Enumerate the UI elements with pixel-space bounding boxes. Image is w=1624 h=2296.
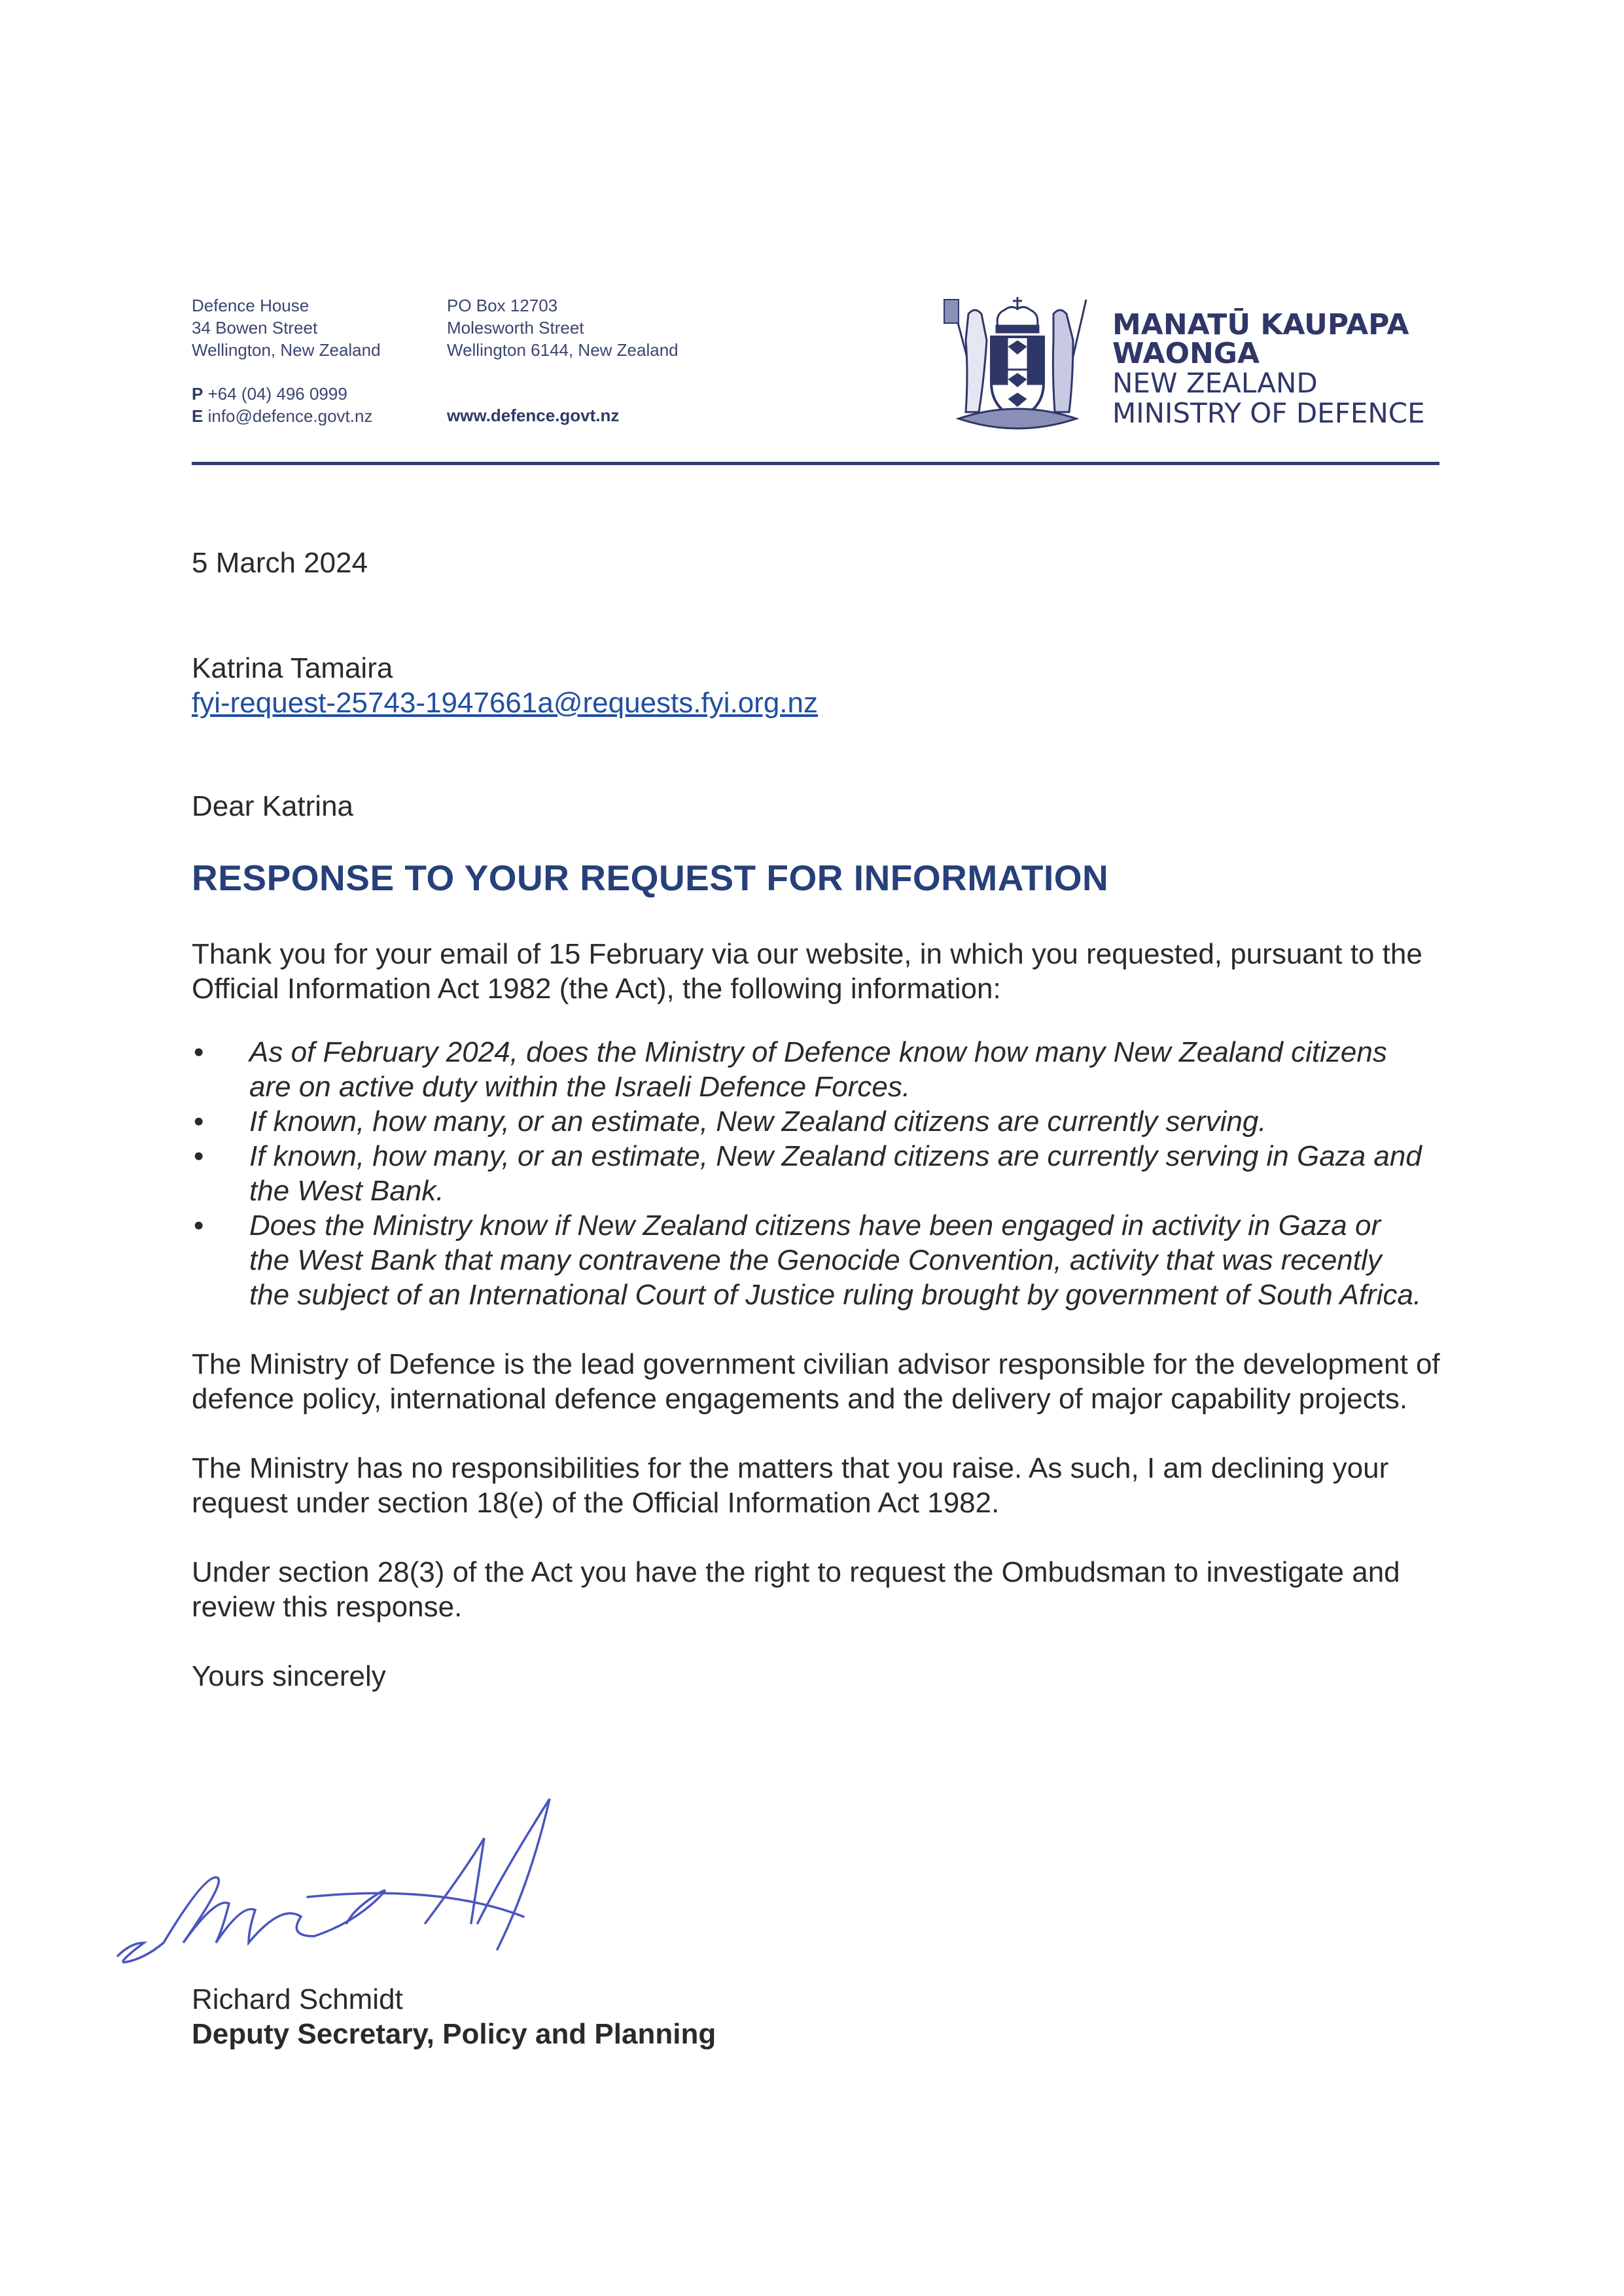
street-address-line2: 34 Bowen Street — [192, 318, 318, 338]
signatory-name: Richard Schmidt — [192, 1983, 403, 2015]
request-item: • If known, how many, or an estimate, New Zealand citizens are currently serving. — [192, 1104, 1422, 1139]
recipient-block — [192, 651, 818, 720]
signatory-block — [192, 1982, 716, 2051]
request-item: • If known, how many, or an estimate, New Zealand citizens are currently serving in Gaza and the West Bank. — [192, 1139, 1422, 1208]
intro-paragraph: Thank you for your email of 15 February via our website, in which you requested, pursuant to the Official Information Act 1982 (the Act), the following information: — [192, 938, 1422, 1005]
letter-heading: RESPONSE TO YOUR REQUEST FOR INFORMATION — [192, 858, 1109, 898]
phone-line — [192, 383, 372, 405]
recipient-email-link[interactable]: fyi-request-25743-1947661a@requests.fyi.org.nz — [192, 687, 818, 719]
ministry-brand — [1112, 308, 1425, 429]
request-item: • Does the Ministry know if New Zealand citizens have been engaged in activity in Gaza or the West Bank that many contravene the Genocide Convention, activity that was recently the subject of an International Court of Justice ruling brought by government of South Africa. — [192, 1208, 1422, 1312]
street-address-line3: Wellington, New Zealand — [192, 340, 381, 360]
recipient-name: Katrina Tamaira — [192, 652, 393, 684]
postal-address — [447, 294, 679, 361]
postal-address-line2: Molesworth Street — [447, 318, 584, 338]
postal-address-line1: PO Box 12703 — [447, 296, 558, 315]
closing: Yours sincerely — [192, 1660, 386, 1692]
brand-english-line1: NEW ZEALAND — [1112, 367, 1318, 399]
phone-label: P — [192, 384, 203, 404]
signature-image — [111, 1792, 700, 1989]
street-address-line1: Defence House — [192, 296, 309, 315]
brand-english-line2: MINISTRY OF DEFENCE — [1112, 397, 1425, 429]
letter-body — [192, 937, 1448, 1728]
website-link[interactable]: www.defence.govt.nz — [447, 406, 620, 425]
decline-paragraph: The Ministry has no responsibilities for the matters that you raise. As such, I am declining your request under section 18(e) of the Official Information Act 1982. — [192, 1452, 1389, 1519]
request-item: • As of February 2024, does the Ministry of Defence know how many New Zealand citizens are on active duty within the Israeli Defence Forces. — [192, 1035, 1422, 1104]
ministry-role-paragraph: The Ministry of Defence is the lead government civilian advisor responsible for the development of defence policy, international defence engagements and the delivery of major capability projects. — [192, 1348, 1440, 1415]
street-address — [192, 294, 381, 361]
email-line — [192, 405, 372, 427]
request-list — [192, 1035, 1422, 1312]
letterhead-divider — [192, 462, 1439, 465]
postal-address-line3: Wellington 6144, New Zealand — [447, 340, 679, 360]
email-label: E — [192, 406, 203, 426]
phone-number: +64 (04) 496 0999 — [207, 384, 347, 404]
letter-date: 5 March 2024 — [192, 547, 368, 579]
email-address[interactable]: info@defence.govt.nz — [207, 406, 373, 426]
salutation: Dear Katrina — [192, 790, 354, 822]
ombudsman-paragraph: Under section 28(3) of the Act you have the right to request the Ombudsman to investigate and review this response. — [192, 1556, 1400, 1623]
nz-coat-of-arms-icon — [939, 288, 1096, 438]
brand-maori-line1: MANATŪ KAUPAPA — [1112, 308, 1409, 341]
signatory-title: Deputy Secretary, Policy and Planning — [192, 2018, 716, 2050]
contact-details — [192, 383, 372, 427]
brand-maori-line2: WAONGA — [1112, 337, 1260, 370]
